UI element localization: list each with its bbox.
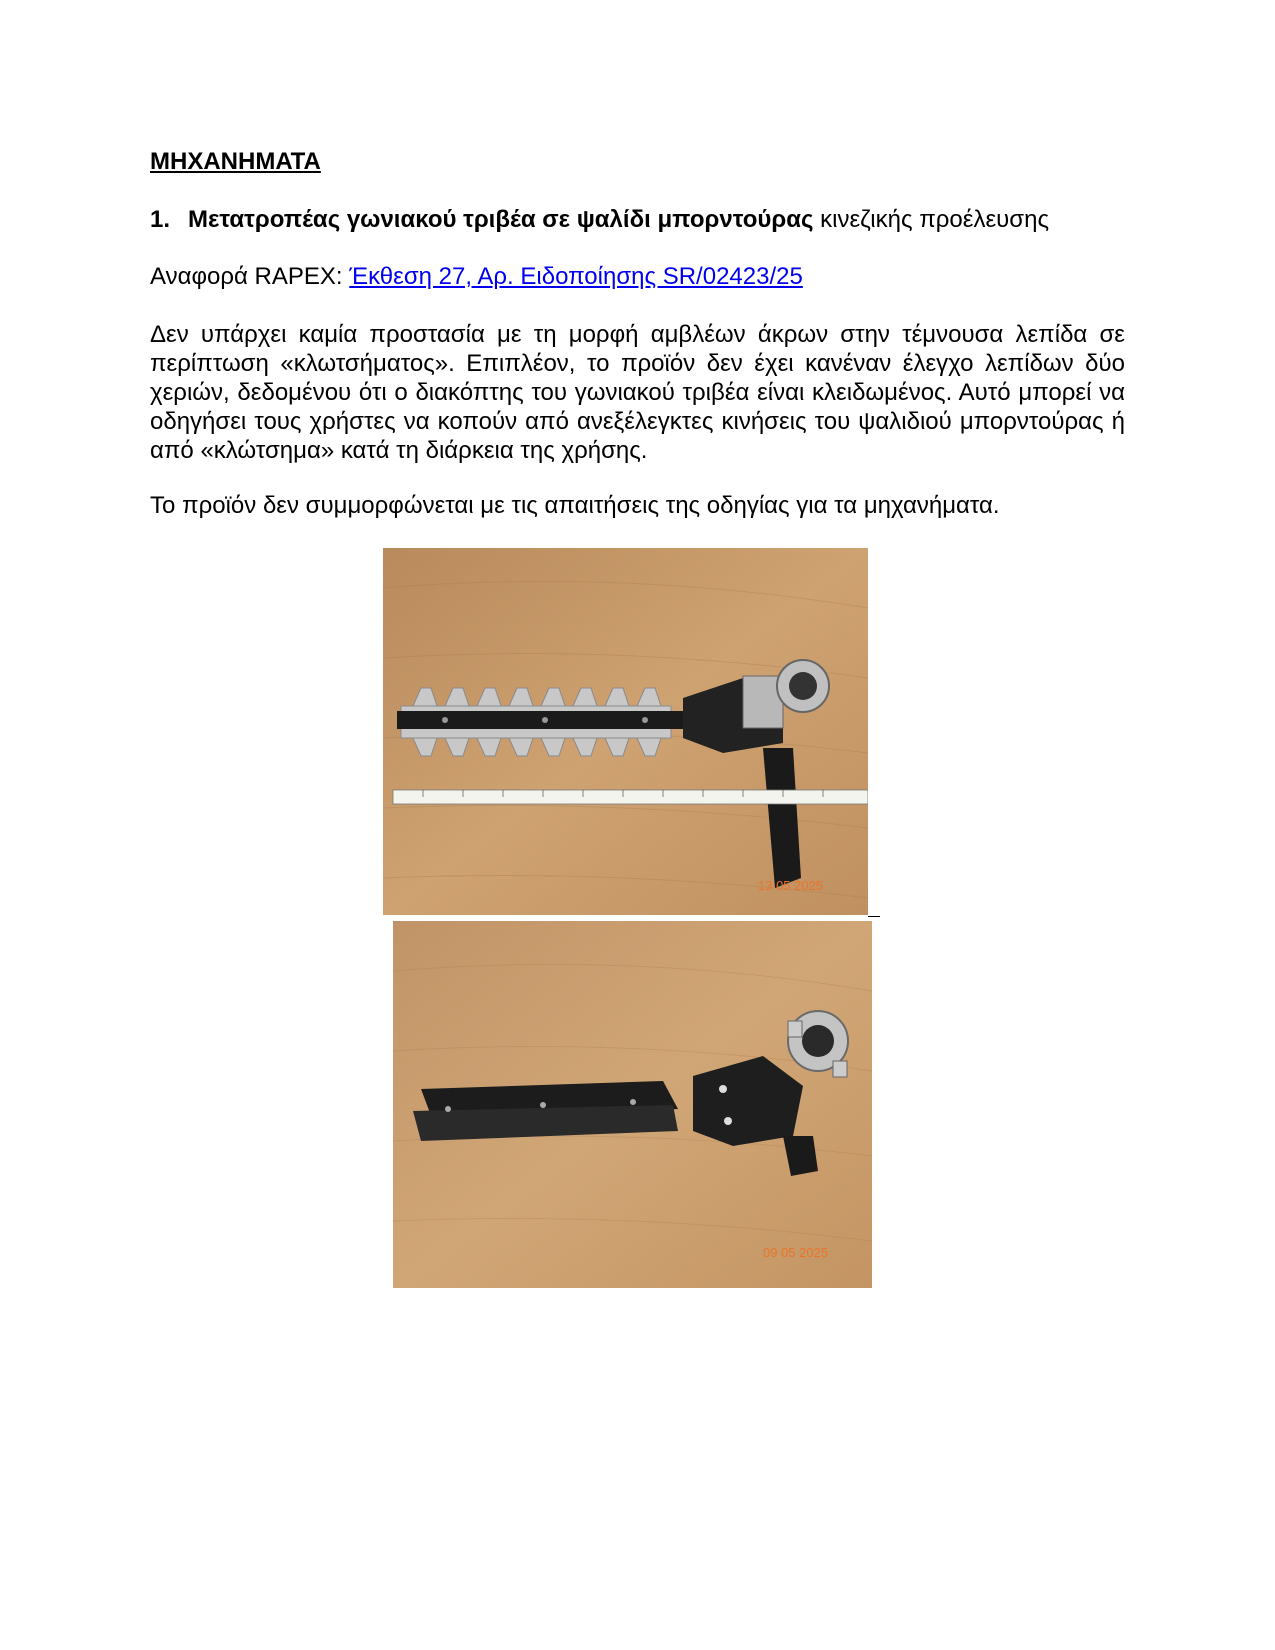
- product-photo-bracket: [393, 921, 872, 1288]
- product-photo-blade: [383, 548, 868, 915]
- product-photo-bracket-image: [393, 921, 872, 1288]
- rapex-label: Αναφορά RAPEX:: [150, 263, 350, 290]
- photo-date-stamp: 13 05 2025: [758, 878, 824, 893]
- rapex-reference: [150, 263, 803, 291]
- section-heading: ΜΗΧΑΝΗΜΑΤΑ: [150, 148, 321, 175]
- item-number: 1.: [150, 206, 171, 233]
- item-title-origin: κινεζικής προέλευσης: [813, 206, 1050, 233]
- rapex-report-link[interactable]: Έκθεση 27, Αρ. Ειδοποίησης SR/02423/25: [349, 263, 803, 290]
- compliance-conclusion: Το προϊόν δεν συμμορφώνεται με τις απαιτήσεις της οδηγίας για τα μηχανήματα.: [150, 492, 1000, 519]
- photo-date-stamp: 09 05 2025: [763, 1245, 829, 1260]
- item-title: [150, 206, 1049, 234]
- item-title-bold: Μετατροπέας γωνιακού τριβέα σε ψαλίδι μπορντούρας: [188, 206, 814, 233]
- product-photo-blade-image: [383, 548, 868, 915]
- product-description: Δεν υπάρχει καμία προστασία με τη μορφή αμβλέων άκρων στην τέμνουσα λεπίδα σε περίπτωση «κλωτσήματος». Επιπλέον, το προϊόν δεν έχει κανέναν έλεγχο λεπίδων δύο χεριών, δεδομένου ότι ο διακόπτης του γωνιακού τριβέα είναι κλειδωμένος. Αυτό μπορεί να οδηγήσει τους χρήστες να κοπούν από ανεξέλεγκτες κινήσεις του ψαλιδιού μπορντούρας ή από «κλώτσημα» κατά τη διάρκεια της χρήσης.: [150, 321, 1125, 464]
- photo-separator-mark: [868, 916, 880, 917]
